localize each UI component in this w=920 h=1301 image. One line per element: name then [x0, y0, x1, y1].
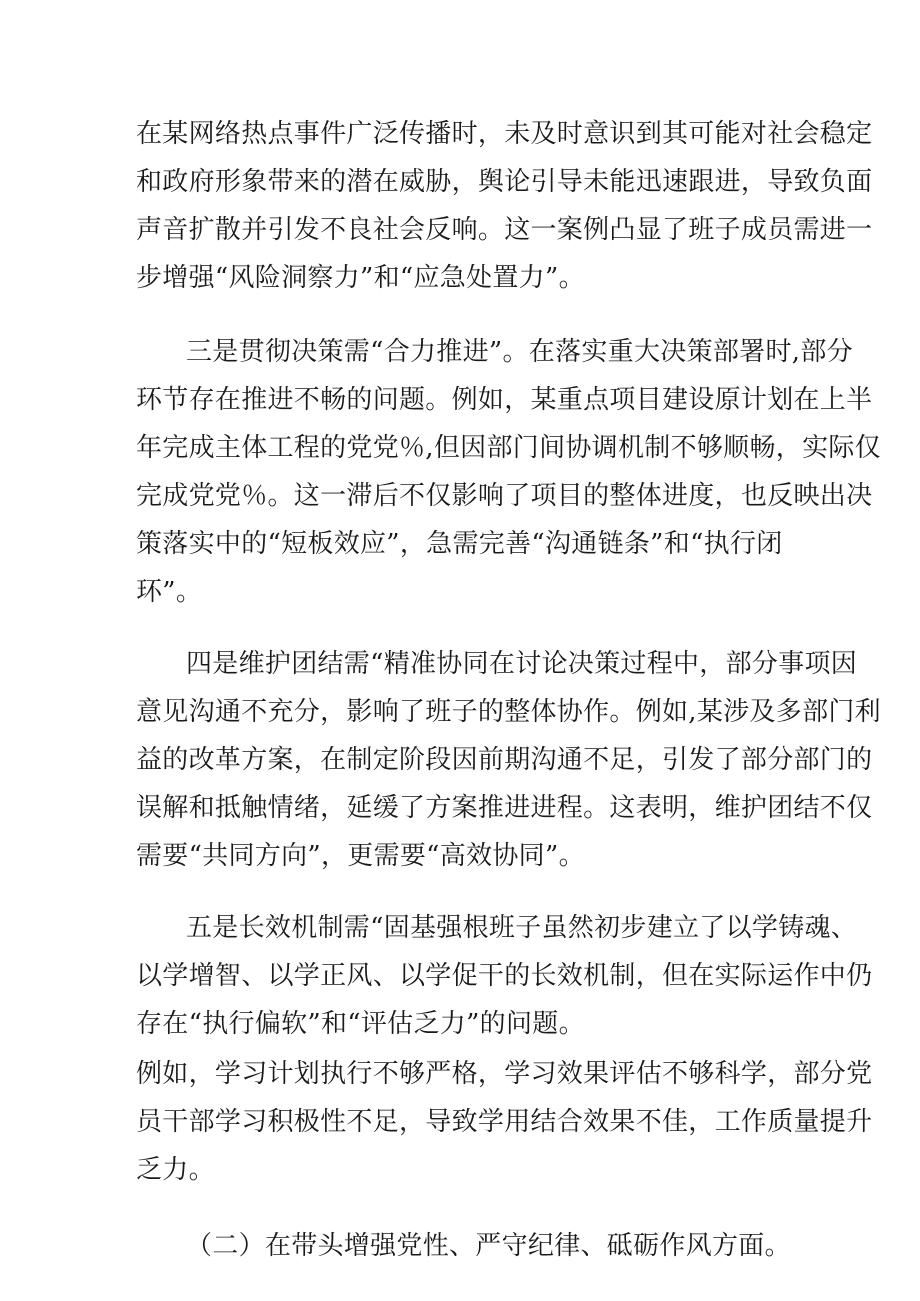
paragraph-4-line-3: 存在“执行偏软”和“评估乏力”的问题。: [136, 1009, 585, 1039]
paragraph-2-line-3: 年完成主体工程的党党％,但因部门间协调机制不够顺畅，实际仅: [136, 433, 881, 463]
paragraph-1-line-3: 声音扩散并引发不良社会反响。这一案例凸显了班子成员需进一: [136, 215, 873, 245]
paragraph-2-line-6: 环”。: [136, 577, 203, 607]
paragraph-5-line-1: 例如，学习计划执行不够严格，学习效果评估不够科学，部分党: [136, 1059, 873, 1089]
paragraph-3-line-3: 益的改革方案，在制定阶段因前期沟通不足，引发了部分部门的: [136, 745, 873, 775]
paragraph-5-line-3: 乏力。: [136, 1155, 215, 1185]
paragraph-3-line-4: 误解和抵触情绪，延缓了方案推进进程。这表明，维护团结不仅: [136, 793, 873, 823]
paragraph-1-line-2: 和政府形象带来的潜在威胁，舆论引导未能迅速跟进，导致负面: [136, 167, 873, 197]
paragraph-4-line-1: 五是长效机制需“固基强根班子虽然初步建立了以学铸魂、: [186, 913, 858, 943]
paragraph-2-line-2: 环节存在推进不畅的问题。例如，某重点项目建设原计划在上半: [136, 385, 873, 415]
paragraph-3-line-1: 四是维护团结需“精准协同在讨论决策过程中，部分事项因: [186, 649, 858, 679]
paragraph-1-line-4: 步增强“风险洞察力”和“应急处置力”。: [136, 263, 585, 293]
paragraph-2-line-4: 完成党党％。这一滞后不仅影响了项目的整体进度，也反映出决: [136, 481, 873, 511]
paragraph-3-line-5: 需要“共同方向”，更需要“高效协同”。: [136, 841, 585, 871]
paragraph-3-line-2: 意见沟通不充分，影响了班子的整体协作。例如,某涉及多部门利: [136, 697, 881, 727]
paragraph-2-line-5: 策落实中的“短板效应”，急需完善“沟通链条”和“执行闭: [136, 529, 783, 559]
paragraph-1-line-1: 在某网络热点事件广泛传播时，未及时意识到其可能对社会稳定: [136, 119, 873, 149]
paragraph-2-line-1: 三是贯彻决策需“合力推进”。在落实重大决策部署时,部分: [186, 337, 853, 367]
paragraph-5-line-2: 员干部学习积极性不足，导致学用结合效果不佳，工作质量提升: [136, 1107, 873, 1137]
paragraph-4-line-2: 以学增智、以学正风、以学促干的长效机制，但在实际运作中仍: [136, 961, 873, 991]
section-heading: （二）在带头增强党性、严守纪律、砥砺作风方面。: [186, 1231, 791, 1261]
